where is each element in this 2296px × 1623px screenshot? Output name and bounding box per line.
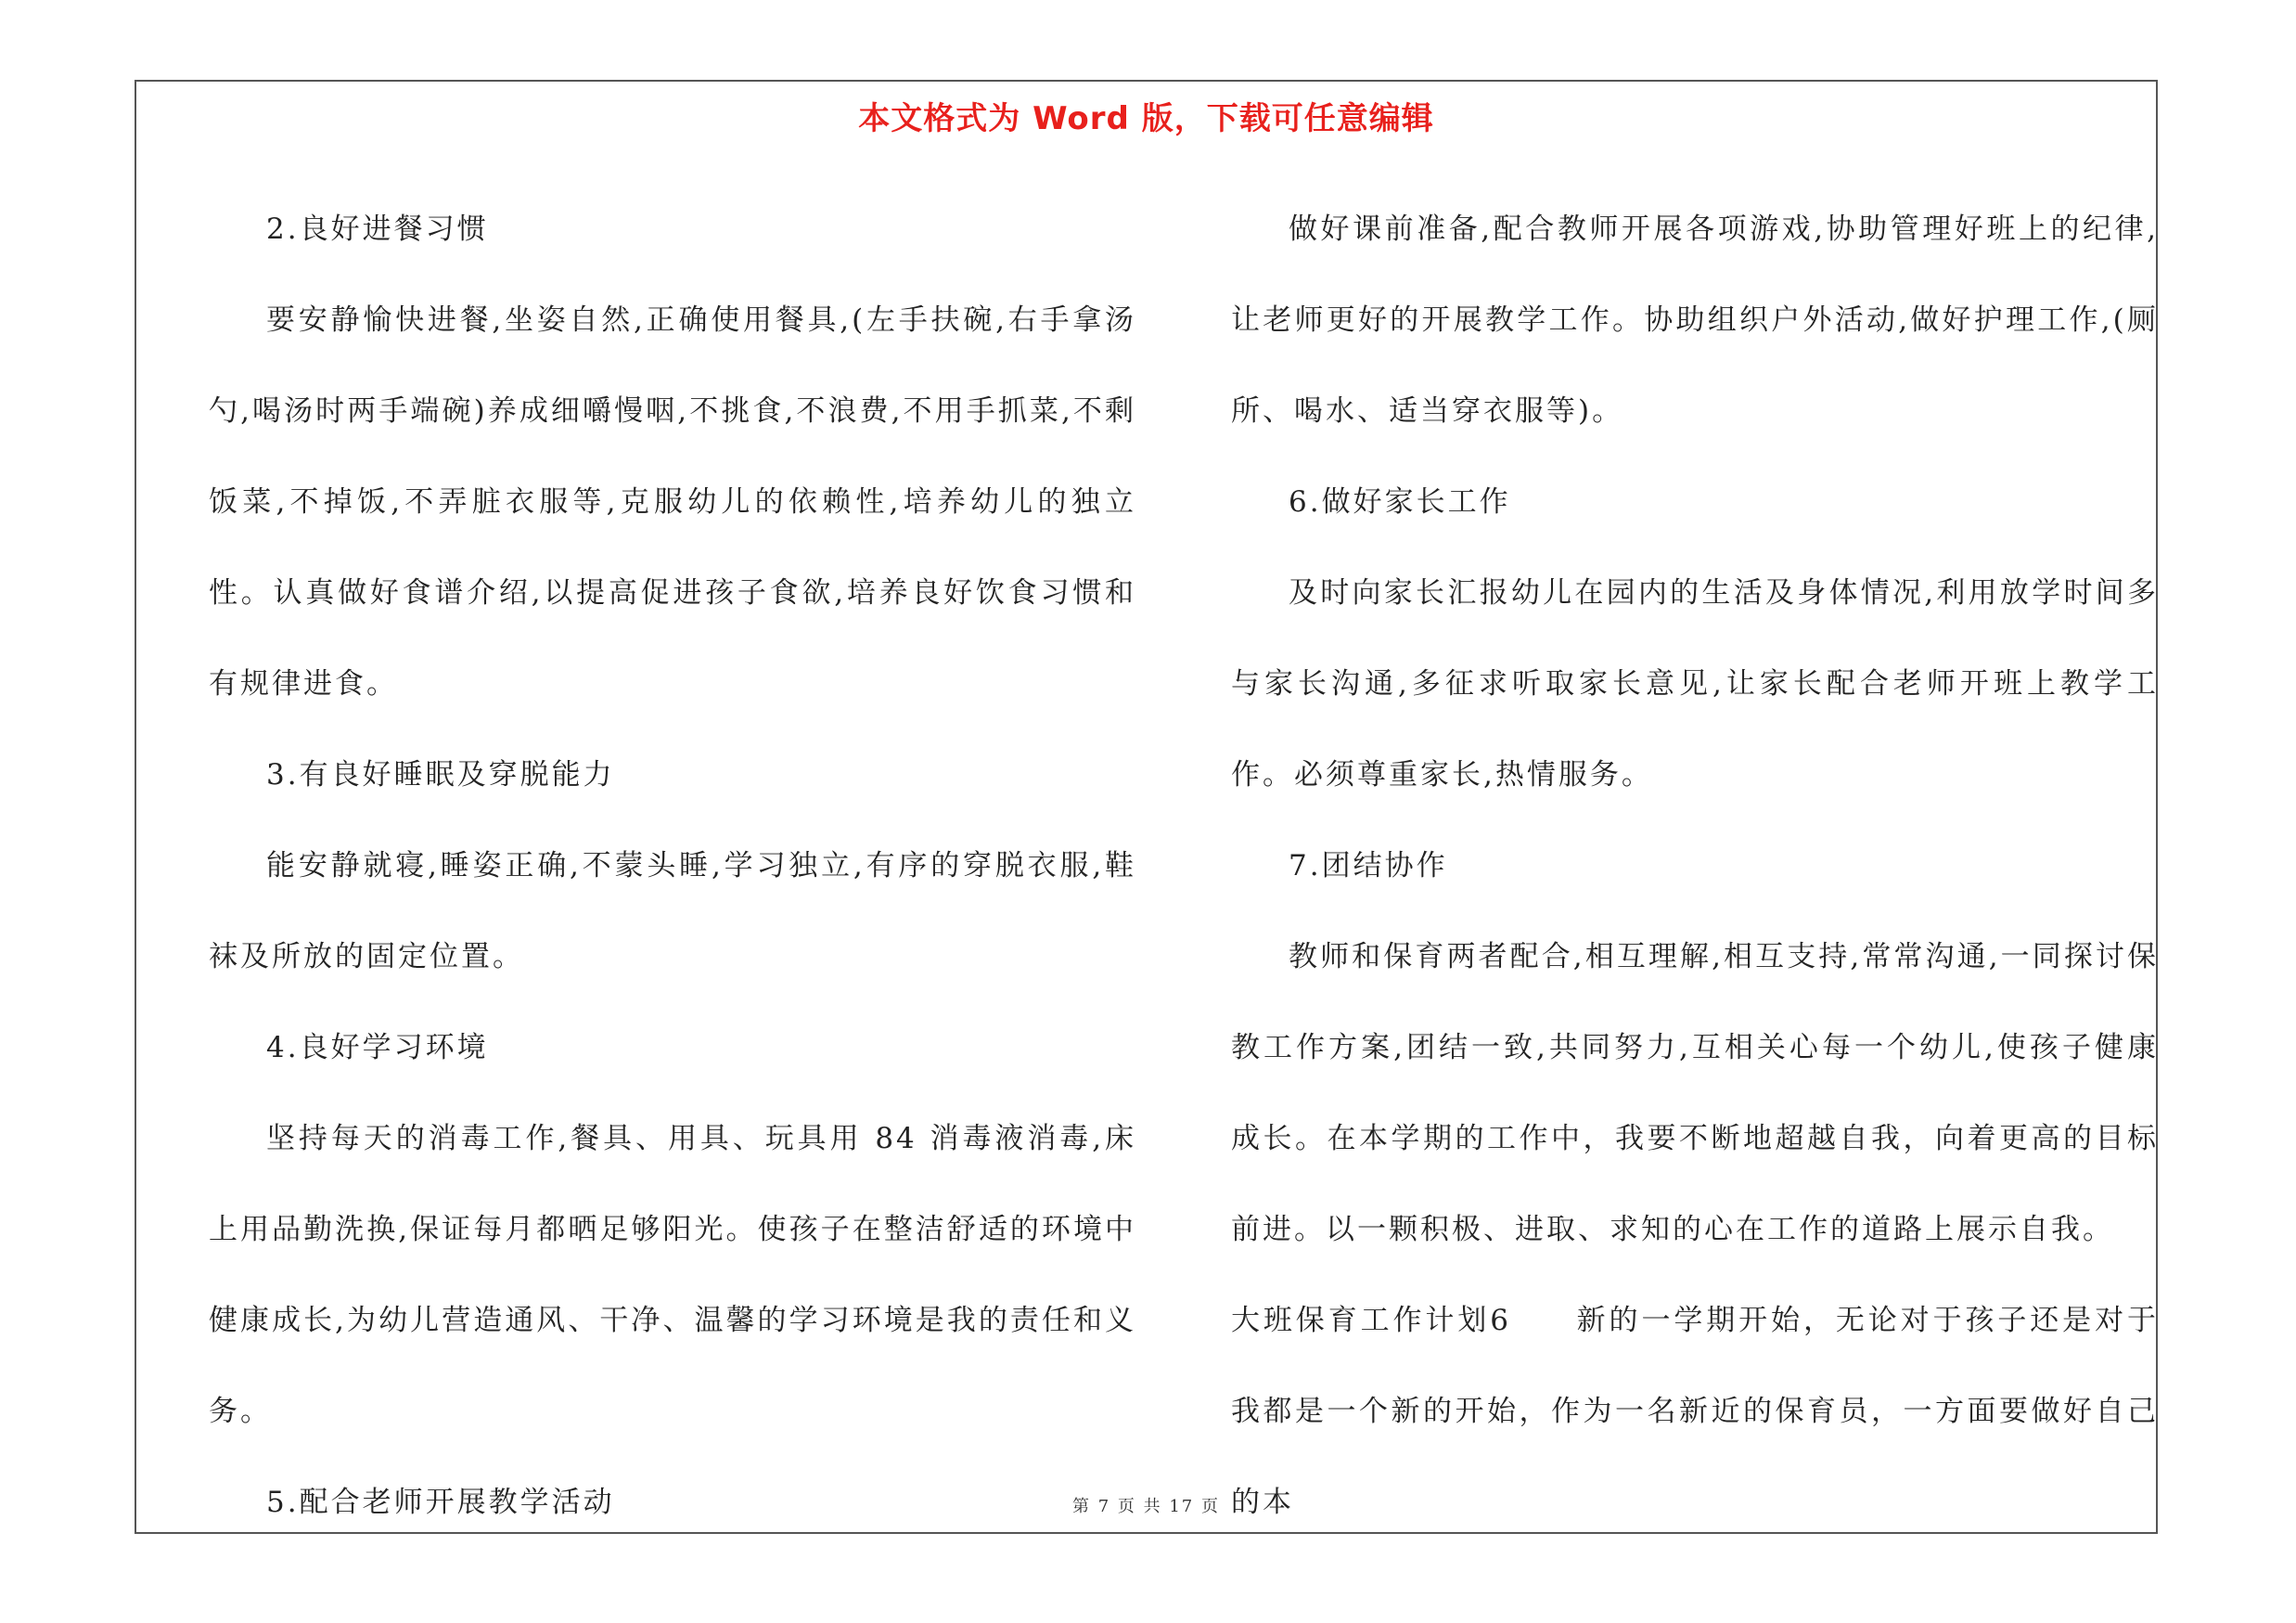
- document-page: [135, 80, 2158, 1534]
- body-paragraph: 大班保育工作计划6 新的一学期开始，无论对于孩子还是对于我都是一个新的开始，作为一名新近的保育员，一方面要做好自己的本: [1231, 1304, 2159, 1519]
- body-paragraph: 教师和保育两者配合,相互理解,相互支持,常常沟通,一同探讨保教工作方案,团结一致,共同努力,互相关心每一个幼儿,使孩子健康成长。在本学期的工作中，我要不断地超越自我，向着更高的目标前进。以一颗积极、进取、求知的心在工作的道路上展示自我。: [1231, 940, 2159, 1246]
- left-column: [209, 184, 1136, 1548]
- body-paragraph: 及时向家长汇报幼儿在园内的生活及身体情况,利用放学时间多与家长沟通,多征求听取家长意见,让家长配合老师开班上教学工作。必须尊重家长,热情服务。: [1231, 576, 2159, 792]
- body-paragraph: 要安静愉快进餐,坐姿自然,正确使用餐具,(左手扶碗,右手拿汤勺,喝汤时两手端碗)养成细嚼慢咽,不挑食,不浪费,不用手抓菜,不剩饭菜,不掉饭,不弄脏衣服等,克服幼儿的依赖性,培养幼儿的独立性。认真做好食谱介绍,以提高促进孩子食欲,培养良好饮食习惯和有规律进食。: [209, 303, 1136, 701]
- page-number: 第 7 页 共 17 页: [1072, 1497, 1220, 1516]
- section-heading: 4.良好学习环境: [266, 1031, 489, 1064]
- word-format-banner: 本文格式为 Word 版，下载可任意编辑: [858, 100, 1434, 137]
- section-heading: 6.做好家长工作: [1289, 485, 1511, 519]
- body-paragraph: 能安静就寝,睡姿正确,不蒙头睡,学习独立,有序的穿脱衣服,鞋袜及所放的固定位置。: [209, 849, 1136, 973]
- right-column: [1231, 184, 2159, 1548]
- section-heading: 5.配合老师开展教学活动: [266, 1486, 615, 1519]
- body-paragraph: 坚持每天的消毒工作,餐具、用具、玩具用 84 消毒液消毒,床上用品勤洗换,保证每月都晒足够阳光。使孩子在整洁舒适的环境中健康成长,为幼儿营造通风、干净、温馨的学习环境是我的责任和义务。: [209, 1122, 1136, 1428]
- section-heading: 3.有良好睡眠及穿脱能力: [266, 758, 615, 792]
- section-heading: 2.良好进餐习惯: [266, 213, 489, 246]
- body-paragraph: 做好课前准备,配合教师开展各项游戏,协助管理好班上的纪律,让老师更好的开展教学工作。协助组织户外活动,做好护理工作,(厕所、喝水、适当穿衣服等)。: [1231, 213, 2159, 428]
- section-heading: 7.团结协作: [1289, 849, 1448, 882]
